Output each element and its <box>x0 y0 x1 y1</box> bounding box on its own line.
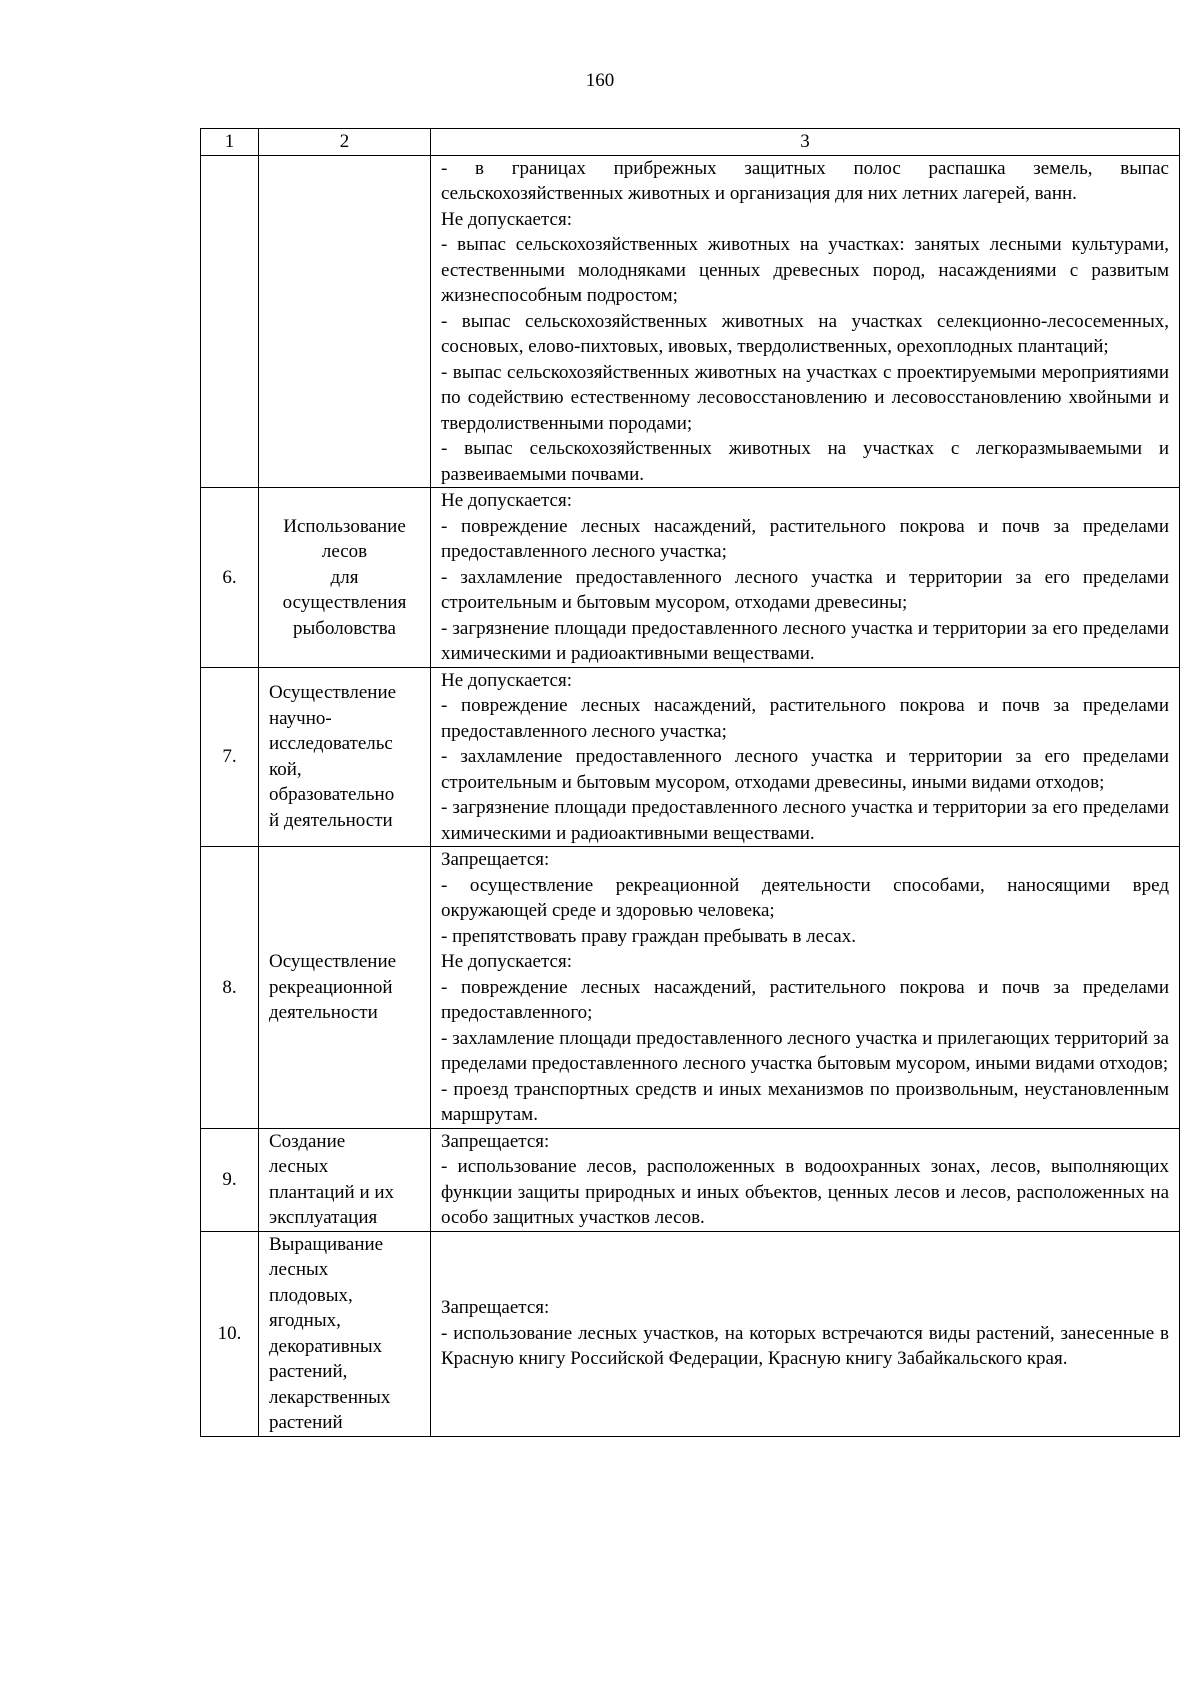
activity-name <box>259 1231 431 1436</box>
activity-name-line: й деятельности <box>269 809 393 831</box>
restriction-text <box>431 155 1180 488</box>
restriction-line: - загрязнение площади предоставленного лесного участка и территории за его пределами химическими и радиоактивными веществами. <box>441 797 1169 844</box>
restrictions-table <box>200 128 1180 1437</box>
activity-name-line: Выращивание <box>269 1233 384 1255</box>
activity-name-line: Осуществление <box>269 682 397 704</box>
row-number: 10. <box>201 1231 259 1436</box>
activity-name-line: для <box>330 566 359 588</box>
table-row <box>201 1128 1180 1231</box>
activity-name <box>259 667 431 847</box>
restriction-line: Запрещается: <box>441 1130 550 1152</box>
restriction-line: Не допускается: <box>441 490 572 511</box>
activity-name-line: рыболовства <box>293 617 396 639</box>
restriction-line: - проезд транспортных средств и иных механизмов по произвольным, неустановленным маршрутам. <box>441 1078 1169 1125</box>
activity-name-line: плодовых, <box>269 1284 353 1306</box>
activity-name-line: Использование <box>283 515 406 537</box>
activity-name-line: лесных <box>269 1259 329 1280</box>
activity-name-line: декоративных <box>269 1335 383 1357</box>
row-number: 7. <box>201 667 259 847</box>
restriction-text <box>431 1231 1180 1436</box>
restriction-line: Не допускается: <box>441 669 572 691</box>
page-number: 160 <box>585 70 615 91</box>
activity-name-line: рекреационной <box>269 976 393 998</box>
restriction-line: Не допускается: <box>441 951 572 972</box>
column-header-3: 3 <box>431 129 1180 156</box>
activity-name-line: исследовательс <box>269 733 393 755</box>
restriction-text <box>431 1128 1180 1231</box>
restriction-text <box>431 847 1180 1129</box>
activity-name-line: Создание <box>269 1130 346 1152</box>
restriction-line: - использование лесных участков, на которых встречаются виды растений, занесенные в Красную книгу Российской Федерации, Красную книгу Забайкальского края. <box>441 1322 1169 1370</box>
restriction-line: - выпас сельскохозяйственных животных на участках с проектируемыми мероприятиями по содействию естественному лесовосстановлению и лесовосстановлению хвойными и твердолиственными породами; <box>441 361 1169 434</box>
table-row <box>201 1231 1180 1436</box>
restriction-line: - выпас сельскохозяйственных животных на участках селекционно-лесосеменных, сосновых, елово-пихтовых, ивовых, твердолиственных, орехоплодных плантаций; <box>441 310 1169 357</box>
row-number: 8. <box>201 847 259 1129</box>
row-number <box>201 155 259 488</box>
column-header-2: 2 <box>259 129 431 156</box>
activity-name-line: образовательно <box>269 784 395 806</box>
restriction-line: Запрещается: <box>441 849 550 870</box>
activity-name <box>259 847 431 1129</box>
activity-name <box>259 488 431 668</box>
restriction-text <box>431 667 1180 847</box>
activity-name-line: растений <box>269 1412 343 1433</box>
activity-name-line: растений, <box>269 1361 348 1382</box>
restriction-line: Запрещается: <box>441 1297 550 1319</box>
restriction-line: - повреждение лесных насаждений, растительного покрова и почв за пределами предоставленного; <box>441 976 1169 1023</box>
restriction-line: - загрязнение площади предоставленного лесного участка и территории за его пределами химическими и радиоактивными веществами. <box>441 617 1169 664</box>
restriction-line: - в границах прибрежных защитных полос распашка земель, выпас сельскохозяйственных животных и организация для них летних лагерей, ванн. <box>441 157 1169 204</box>
table-row <box>201 155 1180 488</box>
column-header-1: 1 <box>201 129 259 156</box>
activity-name-line: научно- <box>269 707 332 729</box>
table-row <box>201 488 1180 668</box>
activity-name <box>259 1128 431 1231</box>
table-header-row <box>201 129 1180 156</box>
activity-name <box>259 155 431 488</box>
activity-name-line: ягодных, <box>269 1310 341 1331</box>
activity-name-line: деятельности <box>269 1002 378 1023</box>
activity-name-line: осуществления <box>282 592 407 613</box>
restriction-line: - захламление предоставленного лесного участка и территории за его пределами строительным и бытовым мусором, отходами древесины, иными видами отходов; <box>441 746 1169 793</box>
restriction-line: - выпас сельскохозяйственных животных на участках: занятых лесными культурами, естественными молодняками ценных древесных пород, насаждениями с развитым жизнеспособным подростом; <box>441 234 1169 306</box>
table-row <box>201 847 1180 1129</box>
restriction-line: - повреждение лесных насаждений, растительного покрова и почв за пределами предоставленного лесного участка; <box>441 515 1169 562</box>
restriction-line: - препятствовать праву граждан пребывать в лесах. <box>441 925 856 947</box>
restriction-line: - повреждение лесных насаждений, растительного покрова и почв за пределами предоставленного лесного участка; <box>441 695 1169 742</box>
row-number: 6. <box>201 488 259 668</box>
activity-name-line: плантаций и их <box>269 1181 395 1203</box>
restriction-text <box>431 488 1180 668</box>
activity-name-line: кой, <box>269 758 302 780</box>
table-body <box>201 155 1180 1436</box>
restriction-line: - осуществление рекреационной деятельности способами, наносящими вред окружающей среде и здоровью человека; <box>441 874 1169 921</box>
restriction-line: Не допускается: <box>441 208 572 230</box>
activity-name-line: лесов <box>321 541 368 562</box>
activity-name-line: лесных <box>269 1156 329 1177</box>
restriction-line: - захламление площади предоставленного лесного участка и прилегающих территорий за пределами предоставленного лесного участка бытовым мусором, иными видами отходов; <box>441 1027 1169 1074</box>
table-row <box>201 667 1180 847</box>
row-number: 9. <box>201 1128 259 1231</box>
restriction-line: - выпас сельскохозяйственных животных на участках с легкоразмываемыми и развеиваемыми почвами. <box>441 438 1169 485</box>
activity-name-line: лекарственных <box>269 1386 391 1408</box>
restriction-line: - захламление предоставленного лесного участка и территории за его пределами строительным и бытовым мусором, отходами древесины; <box>441 566 1169 613</box>
activity-name-line: Осуществление <box>269 951 397 972</box>
restriction-line: - использование лесов, расположенных в водоохранных зонах, лесов, выполняющих функции защиты природных и иных объектов, ценных лесов и лесов, расположенных на особо защитных участков лесов. <box>441 1156 1169 1228</box>
activity-name-line: эксплуатация <box>269 1207 378 1228</box>
